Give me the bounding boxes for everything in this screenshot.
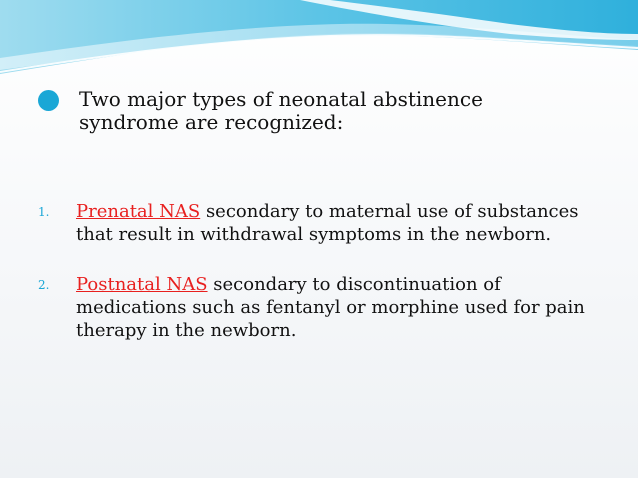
list-item-rest: secondary to maternal use of substances (200, 201, 579, 222)
bullet-icon (38, 90, 59, 111)
list-number: 1. (38, 205, 50, 219)
list-item-rest: secondary to discontinuation of (207, 274, 501, 295)
intro-line-2: syndrome are recognized: (79, 110, 344, 134)
list-item-text (76, 273, 585, 342)
header-wave-banner (0, 0, 638, 80)
list-item-line-2: that result in withdrawal symptoms in the newborn. (76, 224, 552, 245)
list-item-line-3: therapy in the newborn. (76, 320, 297, 341)
intro-bullet (38, 88, 598, 134)
list-item-text (76, 200, 579, 246)
list-item-line-1 (76, 200, 579, 223)
intro-line-1: Two major types of neonatal abstinence (79, 87, 483, 111)
list-item-line-1 (76, 273, 585, 296)
term-prenatal-nas[interactable]: Prenatal NAS (76, 201, 201, 222)
list-item-prenatal (38, 200, 608, 246)
term-postnatal-nas[interactable]: Postnatal NAS (76, 274, 208, 295)
list-number: 2. (38, 278, 50, 292)
intro-text (79, 88, 483, 134)
list-item-line-2: medications such as fentanyl or morphine used for pain (76, 297, 585, 318)
list-item-postnatal (38, 273, 608, 342)
